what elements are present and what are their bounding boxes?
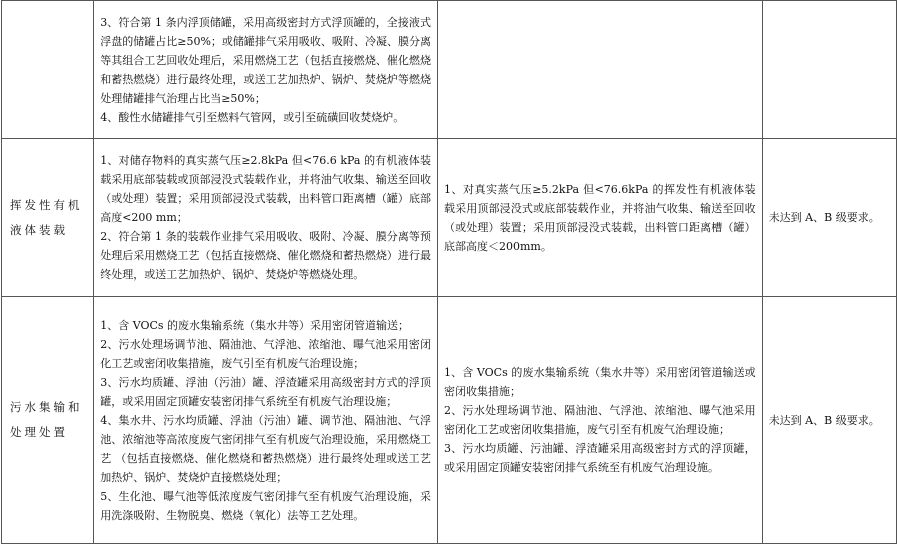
a-level-item: 1、含 VOCs 的废水集输系统（集水井等）采用密闭管道输送； — [100, 318, 410, 332]
a-level-item: 3、符合第 1 条内浮顶储罐，采用高级密封方式浮顶罐的，全接液式浮盘的储罐占比≥50%；或储罐排气采用吸收、吸附、冷凝、膜分离等其组合工艺回收处理后，采用燃烧工艺（包括直接燃烧、催化燃烧和蓄热燃烧）进行最终处理，或送工艺加热炉、锅炉、焚烧炉等燃烧处理储罐排气治理占比当≥50%； — [100, 15, 431, 105]
category-cell — [2, 1, 94, 139]
b-level-item: 3、污水均质罐、污油罐、浮渣罐采用高级密封方式的浮顶罐，或采用固定顶罐安装密闭排气系统至有机废气治理设施。 — [443, 442, 756, 474]
a-level-cell — [94, 297, 438, 544]
category-cell — [2, 139, 94, 297]
a-level-item: 3、污水均质罐、浮油（污油）罐、浮渣罐采用高级密封方式的浮顶罐，或采用固定顶罐安装密闭排气系统至有机废气治理设施； — [100, 375, 431, 408]
a-level-item: 1、对储存物料的真实蒸气压≥2.8kPa 但<76.6 kPa 的有机液体装载采用底部装载或顶部浸没式装载作业，并将油气收集、输送至回收（或处理）装置；采用顶部浸没式装载，出料管口距离槽（罐）底部高度<200 mm； — [100, 154, 431, 224]
c-level-cell — [762, 297, 896, 544]
a-level-item: 4、酸性水储罐排气引至燃料气管网，或引至硫磺回收焚烧炉。 — [100, 110, 405, 124]
a-level-cell — [94, 1, 438, 139]
a-level-cell — [94, 139, 438, 297]
c-level-cell — [762, 139, 896, 297]
a-level-item: 5、生化池、曝气池等低浓度废气密闭排气至有机废气治理设施，采用洗涤吸附、生物脱臭、燃烧（氧化）法等工艺处理。 — [100, 489, 431, 522]
category-cell — [2, 297, 94, 544]
table-row — [2, 1, 897, 139]
table-row — [2, 139, 897, 297]
b-level-cell — [437, 1, 762, 139]
b-level-cell — [437, 297, 762, 544]
a-level-item: 2、污水处理场调节池、隔油池、气浮池、浓缩池、曝气池采用密闭化工艺或密闭收集措施，废气引至有机废气治理设施； — [100, 337, 431, 370]
a-level-item: 2、符合第 1 条的装载作业排气采用吸收、吸附、冷凝、膜分离等预处理后采用燃烧工艺（包括直接燃烧、催化燃烧和蓄热燃烧）进行最终处理，或送工艺加热炉、锅炉、焚烧炉等燃烧处理。 — [100, 230, 431, 281]
a-level-item: 4、集水井、污水均质罐、浮油（污油）罐、调节池、隔油池、气浮池、浓缩池等高浓度废气密闭排气至有机废气治理设施，采用燃烧工艺 （包括直接燃烧、催化燃烧和蓄热燃烧）进行最终处理或送工艺加热炉、锅炉、焚烧炉直接燃烧处理； — [100, 413, 431, 484]
c-level-cell — [762, 1, 896, 139]
table-row — [2, 297, 897, 544]
category-label: 挥发性有机液体装载 — [10, 197, 83, 237]
c-level-text: 未达到 A、B 级要求。 — [768, 413, 880, 427]
b-level-cell — [437, 139, 762, 297]
c-level-text: 未达到 A、B 级要求。 — [768, 211, 880, 224]
b-level-item: 1、含 VOCs 的废水集输系统（集水井等）采用密闭管道输送或密闭收集措施； — [443, 366, 756, 398]
b-level-item: 1、对真实蒸气压≥5.2kPa 但<76.6kPa 的挥发性有机液体装载采用顶部浸没式或底部装载作业，并将油气收集、输送至回收（或处理）装置；采用顶部浸没式装载，出料管口距离槽（罐）底部高度＜200mm。 — [443, 182, 756, 253]
category-label: 污水集输和处理处置 — [10, 400, 83, 439]
b-level-item: 2、污水处理场调节池、隔油池、气浮池、浓缩池、曝气池采用密闭化工艺或密闭收集措施，废气引至有机废气治理设施； — [443, 404, 756, 436]
vocs-standards-table — [1, 0, 897, 544]
